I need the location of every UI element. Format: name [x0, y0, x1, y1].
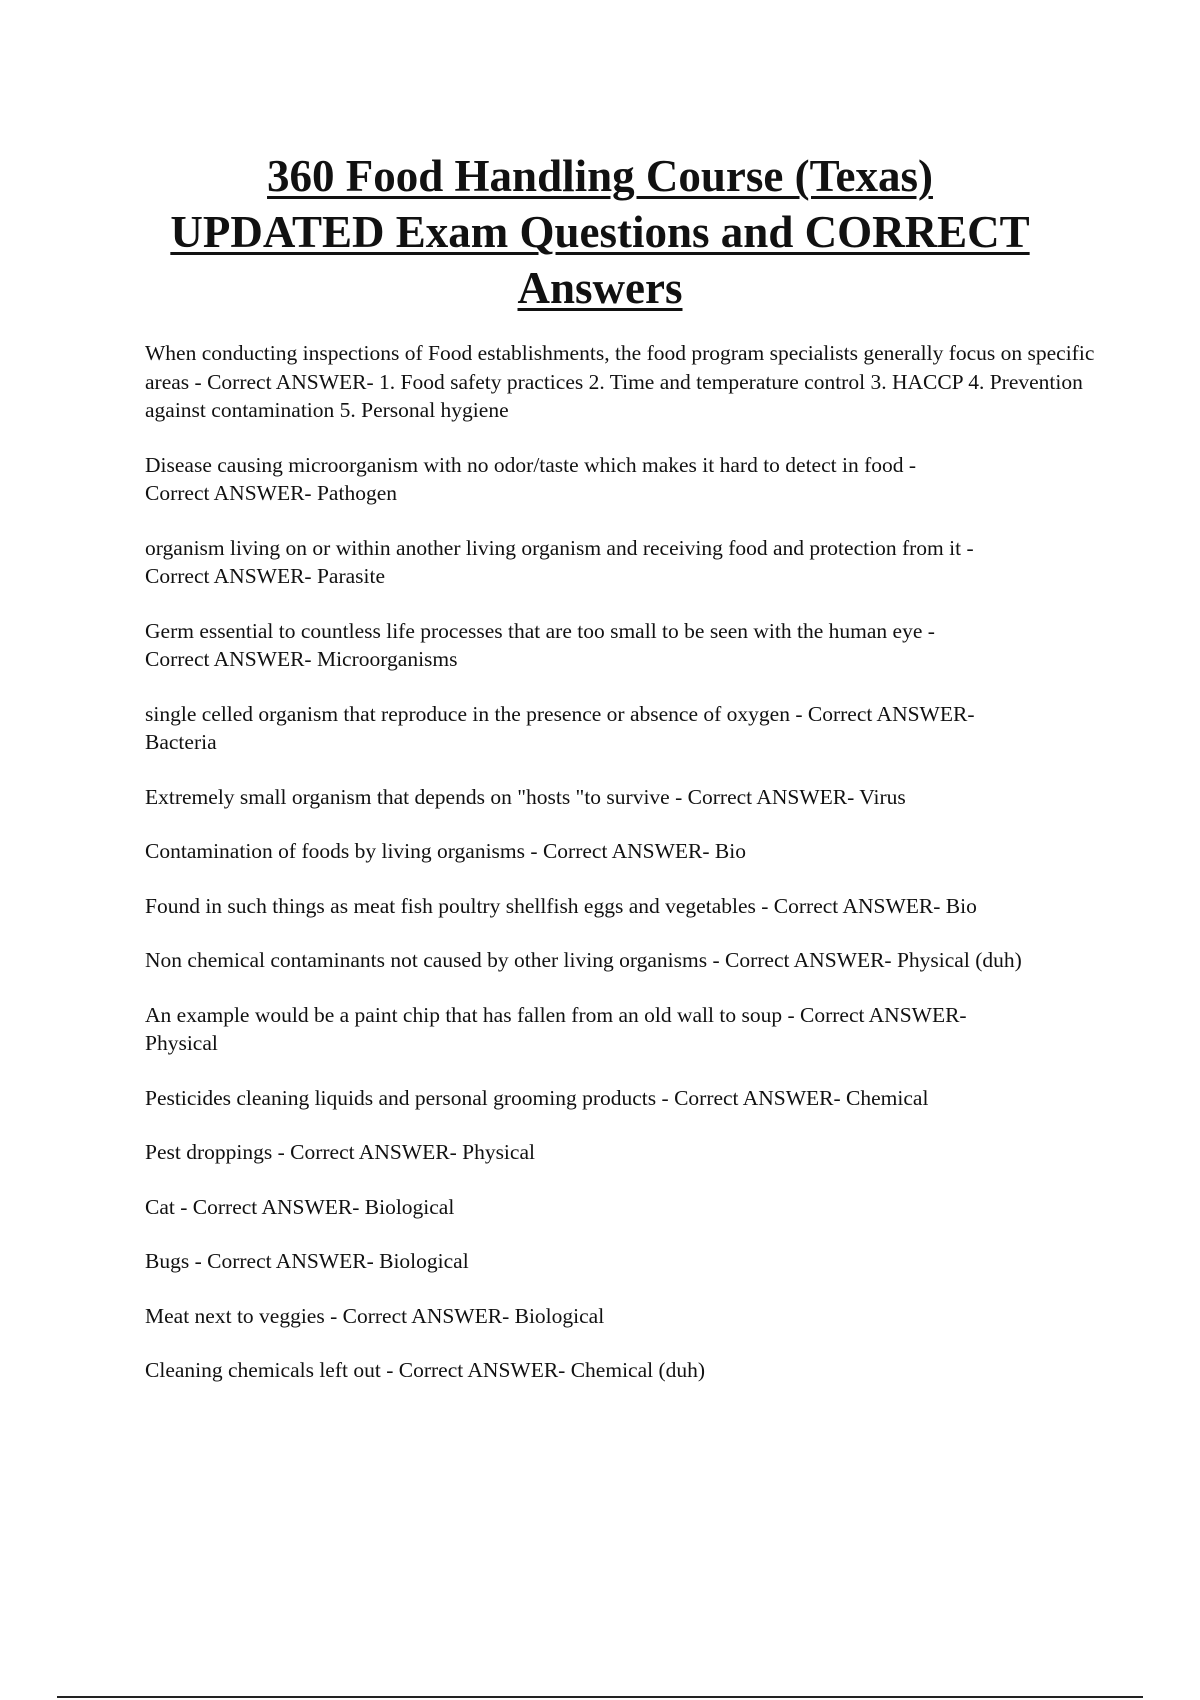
answer-text: Bacteria: [145, 730, 217, 754]
question-text: When conducting inspections of Food establishments, the food program specialists generally focus on specific areas: [145, 341, 1095, 394]
separator: -: [669, 784, 688, 809]
qa-item: [145, 946, 1095, 975]
question-text: Found in such things as meat fish poultry shellfish eggs and vegetables: [145, 893, 756, 918]
answer-prefix: Correct ANSWER-: [773, 893, 946, 918]
answer-prefix: Correct ANSWER-: [800, 1002, 967, 1027]
question-text: Cat: [145, 1194, 175, 1219]
qa-item: [145, 783, 1095, 812]
qa-item: [145, 1356, 1095, 1385]
question-text: Extremely small organism that depends on "hosts "to survive: [145, 784, 670, 809]
qa-item: [145, 1247, 1095, 1276]
qa-item: [145, 1001, 1095, 1058]
separator: -: [189, 369, 208, 394]
question-text: Pest droppings: [145, 1140, 273, 1164]
question-text: Pesticides cleaning liquids and personal grooming products: [145, 1085, 657, 1110]
separator: -: [174, 1194, 193, 1219]
question-text: organism living on or within another living organism and receiving food and protection from it: [145, 535, 962, 560]
question-text: single celled organism that reproduce in the presence or absence of oxygen: [145, 701, 790, 726]
answer-prefix: Correct ANSWER-: [725, 948, 897, 972]
qa-item: [145, 892, 1095, 921]
title-line-1: 360 Food Handling Course (Texas): [267, 151, 933, 201]
answer-prefix: Correct ANSWER-: [192, 1194, 365, 1219]
question-text: Meat next to veggies: [145, 1303, 325, 1328]
qa-item: [145, 1138, 1095, 1167]
answer-text: Physical: [462, 1140, 535, 1164]
separator: -: [707, 948, 725, 972]
answer-prefix: Correct ANSWER-: [398, 1358, 571, 1382]
question-text: Bugs: [145, 1249, 190, 1273]
separator: -: [961, 535, 974, 560]
separator: -: [380, 1358, 399, 1382]
answer-text: Physical (duh): [896, 948, 1022, 972]
qa-list: [145, 339, 1095, 1411]
document-title: [100, 148, 1100, 316]
separator: -: [782, 1002, 800, 1027]
qa-item: [145, 451, 1095, 508]
qa-item: [145, 339, 1095, 425]
separator: -: [272, 1140, 291, 1164]
qa-item: [145, 1084, 1095, 1113]
question-text: Non chemical contaminants not caused by other living organisms: [145, 948, 708, 972]
answer-text: Biological: [379, 1249, 469, 1273]
answer-prefix: Correct ANSWER-: [342, 1303, 515, 1328]
qa-item: [145, 617, 1095, 674]
bottom-rule: [57, 1696, 1143, 1698]
question-text: Cleaning chemicals left out: [145, 1358, 381, 1382]
answer-prefix: Correct ANSWER-: [145, 564, 317, 588]
separator: -: [324, 1303, 343, 1328]
answer-prefix: Correct ANSWER-: [674, 1085, 847, 1110]
answer-text: Biological: [364, 1194, 455, 1219]
answer-prefix: Correct ANSWER-: [290, 1140, 463, 1164]
title-line-3: Answers: [517, 263, 683, 313]
separator: -: [789, 701, 808, 726]
qa-item: [145, 1302, 1095, 1331]
qa-item: [145, 837, 1095, 866]
separator: -: [755, 893, 774, 918]
answer-prefix: Correct ANSWER-: [807, 701, 975, 726]
answer-text: Chemical (duh): [570, 1358, 706, 1382]
qa-item: [145, 700, 1095, 757]
answer-prefix: Correct ANSWER-: [542, 839, 715, 863]
answer-text: Pathogen: [316, 481, 397, 505]
answer-prefix: Correct ANSWER-: [145, 647, 317, 671]
separator: -: [189, 1249, 208, 1273]
answer-text: Virus: [859, 784, 906, 809]
separator: -: [903, 452, 917, 477]
answer-text: 1. Food safety practices 2. Time and temperature control 3. HACCP 4. Prevention against contamination 5. Personal hygiene: [145, 369, 1083, 422]
answer-prefix: Correct ANSWER-: [207, 1249, 380, 1273]
answer-text: Bio: [714, 839, 746, 863]
answer-prefix: Correct ANSWER-: [687, 784, 860, 809]
question-text: Contamination of foods by living organisms: [145, 839, 526, 863]
question-text: An example would be a paint chip that has fallen from an old wall to soup: [145, 1002, 783, 1027]
answer-text: Parasite: [316, 564, 386, 588]
answer-text: Chemical: [846, 1085, 929, 1110]
question-text: Disease causing microorganism with no odor/taste which makes it hard to detect in food: [145, 452, 904, 477]
answer-text: Physical: [145, 1031, 218, 1055]
answer-text: Microorganisms: [316, 647, 458, 671]
title-line-2: UPDATED Exam Questions and CORRECT: [170, 207, 1030, 257]
answer-prefix: Correct ANSWER-: [207, 369, 380, 394]
separator: -: [656, 1085, 675, 1110]
answer-prefix: Correct ANSWER-: [145, 481, 317, 505]
question-text: Germ essential to countless life processes that are too small to be seen with the human eye: [145, 618, 923, 643]
separator: -: [525, 839, 543, 863]
qa-item: [145, 1193, 1095, 1222]
answer-text: Biological: [514, 1303, 605, 1328]
separator: -: [922, 618, 935, 643]
answer-text: Bio: [945, 893, 977, 918]
qa-item: [145, 534, 1095, 591]
